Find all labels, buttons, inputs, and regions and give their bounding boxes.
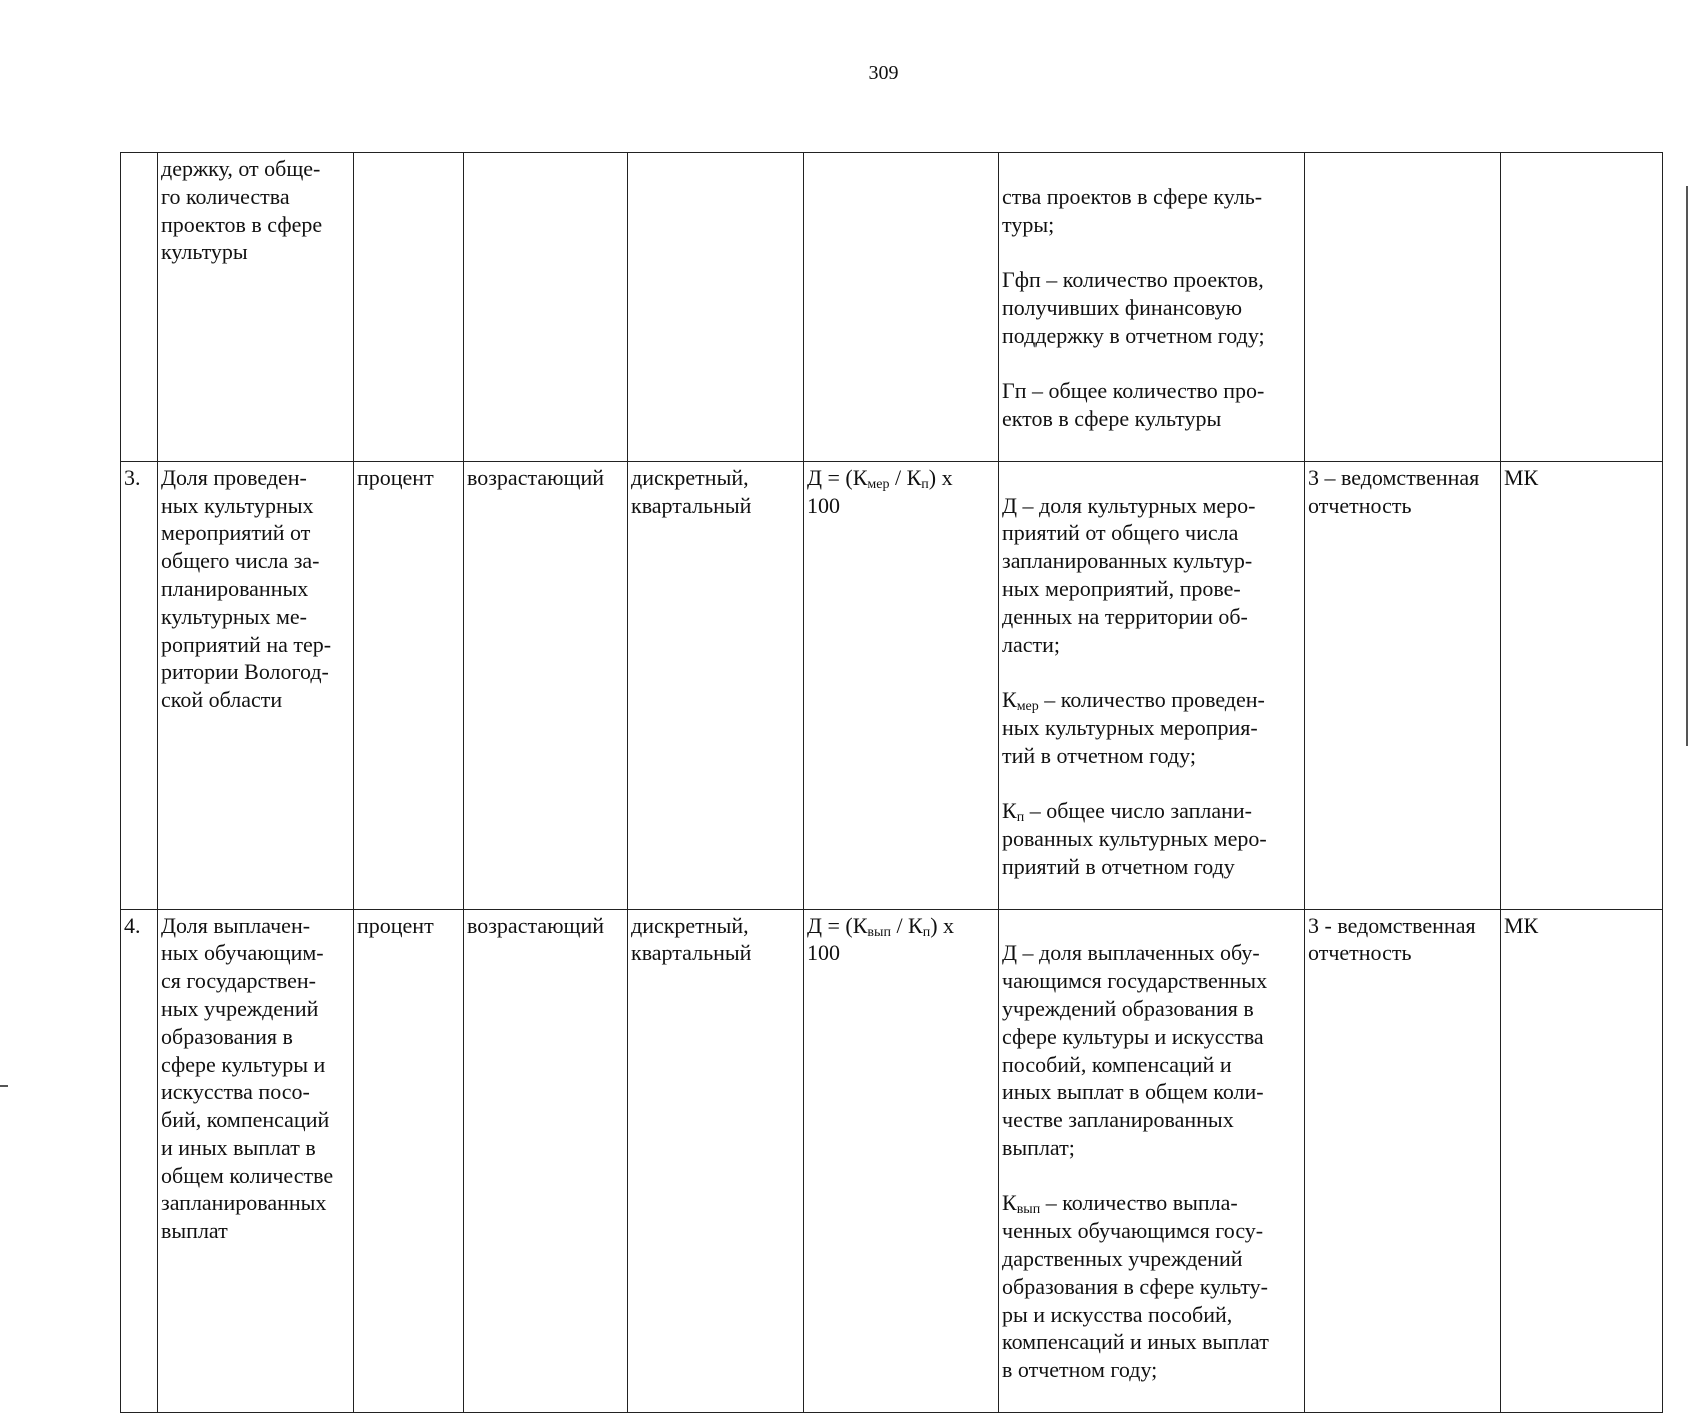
- unit-cell: процент: [354, 461, 464, 909]
- indicator-subscript: п: [1016, 810, 1025, 826]
- row-number-cell: [121, 153, 158, 462]
- calc-type-cell: дискретный, квартальный: [628, 909, 804, 1412]
- formula-denominator-subscript: п: [921, 476, 929, 492]
- table-body: [121, 153, 1663, 1413]
- formula-divider: / К: [890, 912, 923, 938]
- formula-numerator-subscript: мер: [867, 476, 890, 492]
- indicators-description-cell: [999, 909, 1305, 1412]
- indicator-symbol: К: [1002, 1190, 1017, 1216]
- page-number: 309: [868, 62, 899, 84]
- indicator-definition: [1002, 183, 1301, 239]
- responsible-cell: [1501, 153, 1663, 462]
- indicator-symbol: Гп: [1002, 378, 1027, 404]
- responsible-cell: МК: [1501, 909, 1663, 1412]
- indicator-definition: [1002, 686, 1301, 769]
- indicator-definition-text: – доля культурных меро- приятий от общего числа запланированных культур- ных мероприятий, прове- денных на территории об- ласти;: [1002, 492, 1256, 657]
- formula-prefix: Д = (К: [807, 912, 868, 938]
- indicator-subscript: вып: [1016, 1202, 1041, 1218]
- formula-divider: / К: [889, 464, 922, 490]
- formula-suffix: ) х 100: [807, 912, 955, 966]
- dynamics-cell: возрастающий: [464, 909, 628, 1412]
- formula-cell: [804, 909, 999, 1412]
- indicator-definition-text: – общее количество про- ектов в сфере культуры: [1002, 378, 1265, 432]
- responsible-cell: МК: [1501, 461, 1663, 909]
- dynamics-cell: возрастающий: [464, 461, 628, 909]
- indicator-definition-text: – количество проектов, получивших финансовую поддержку в отчетном году;: [1002, 267, 1265, 348]
- indicator-definition: [1002, 492, 1301, 659]
- scan-edge-mark: [0, 1085, 8, 1087]
- table-row: [121, 153, 1663, 462]
- unit-cell: [354, 153, 464, 462]
- table-row: [121, 461, 1663, 909]
- indicator-definition-text: – количество выпла- ченных обучающимся госу- дарственных учреждений образования в сфере культу- ры и искусства пособий, компенсаций и иных выплат в отчетном году;: [1002, 1190, 1269, 1383]
- formula-suffix: ) х 100: [807, 464, 953, 518]
- scan-edge-mark: [1686, 186, 1688, 746]
- indicator-definition: [1002, 266, 1301, 349]
- indicator-symbol: К: [1002, 798, 1017, 824]
- table-row: [121, 909, 1663, 1412]
- indicator-definition-text: – доля выплаченных обу- чающимся государственных учреждений образования в сфере культуры и искусства пособий, компенсаций и иных выплат в общем коли- честве запланированных выплат;: [1002, 940, 1268, 1160]
- indicator-name-cell: Доля проведен- ных культурных мероприятий от общего числа за- планированных культурных ме- роприятий на тер- ритории Вологод- ской области: [158, 461, 354, 909]
- data-source-cell: 3 – ведомственная отчетность: [1305, 461, 1501, 909]
- row-number-cell: 4.: [121, 909, 158, 1412]
- indicator-definition-text: – количество проведен- ных культурных мероприя- тий в отчетном году;: [1002, 687, 1265, 768]
- indicator-symbol: Д: [1002, 492, 1018, 518]
- data-source-cell: [1305, 153, 1501, 462]
- indicators-table: [120, 152, 1663, 1413]
- formula-denominator-subscript: п: [922, 924, 931, 940]
- calc-type-cell: [628, 153, 804, 462]
- formula-numerator-subscript: вып: [867, 924, 891, 940]
- indicator-definition: [1002, 797, 1301, 880]
- indicator-definition: [1002, 377, 1301, 433]
- indicator-symbol: Д: [1002, 940, 1018, 966]
- indicator-name-cell: держку, от обще- го количества проектов в сфере культуры: [158, 153, 354, 462]
- formula-cell: [804, 461, 999, 909]
- indicator-subscript: мер: [1016, 699, 1039, 715]
- indicator-symbol: К: [1002, 687, 1017, 713]
- indicator-definition: [1002, 1189, 1301, 1384]
- unit-cell: процент: [354, 909, 464, 1412]
- indicator-definition-text: – общее число заплани- рованных культурных меро- приятий в отчетном году: [1002, 798, 1267, 879]
- data-source-cell: 3 - ведомственная отчетность: [1305, 909, 1501, 1412]
- indicator-name-cell: Доля выплачен- ных обучающим- ся государствен- ных учреждений образования в сфере культуры и искусства посо- бий, компенсаций и иных выплат в общем количестве запланированных выплат: [158, 909, 354, 1412]
- row-number-cell: 3.: [121, 461, 158, 909]
- indicator-definition: [1002, 939, 1301, 1161]
- indicator-definition-text: ства проектов в сфере куль- туры;: [1002, 183, 1263, 237]
- indicator-symbol: Гфп: [1002, 267, 1041, 293]
- dynamics-cell: [464, 153, 628, 462]
- formula-prefix: Д = (К: [807, 464, 868, 490]
- indicators-description-cell: [999, 461, 1305, 909]
- indicators-description-cell: [999, 153, 1305, 462]
- calc-type-cell: дискретный, квартальный: [628, 461, 804, 909]
- formula-cell: [804, 153, 999, 462]
